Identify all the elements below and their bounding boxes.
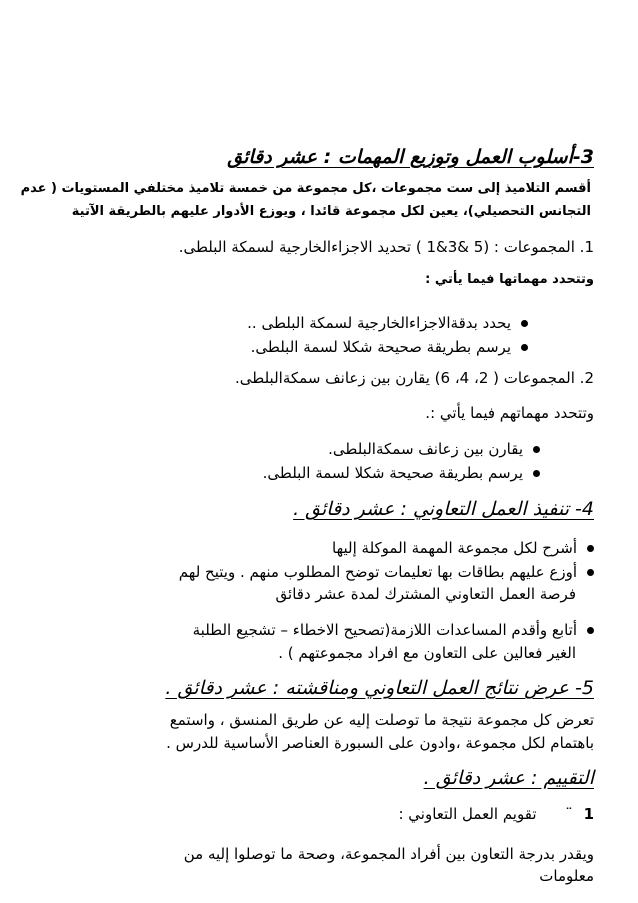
bullet-text: الغير فعالين على التعاون مع افراد مجموعتهم ) .: [278, 644, 576, 662]
bullet-dot: [587, 545, 594, 552]
bullet-text: يرسم بطريقة صحيحة شكلا لسمة البلطى.: [262, 464, 523, 482]
evaluation-item-title: تقويم العمل التعاوني :: [398, 805, 537, 823]
bullet-text: يرسم بطريقة صحيحة شكلا لسمة البلطى.: [250, 338, 511, 356]
bullet-text: أتابع وأقدم المساعدات اللازمة(تصحيح الاخطاء – تشجيع الطلبة: [192, 621, 577, 639]
group1-line: 1. المجموعات : (5 &3&1 ) تحديد الاجزاءالخارجية لسمكة البلطى.: [178, 238, 594, 256]
bullet-dot: [533, 470, 540, 477]
evaluation-item: [40, 805, 594, 824]
bullet-dot: [533, 446, 540, 453]
bullet-dot: [587, 627, 594, 634]
group2-tasks-intro: وتتحدد مهماتهم فيما يأتي :.: [425, 404, 594, 422]
evaluation-heading: التقييم : عشر دقائق .: [423, 767, 594, 789]
evaluation-item-marker: ¨: [565, 805, 573, 823]
group2-bullet: [328, 440, 540, 458]
group1-bullet: [247, 314, 528, 332]
evaluation-line1: ويقدر بدرجة التعاون بين أفراد المجموعة، وصحة ما توصلوا إليه من: [183, 845, 594, 863]
section4-bullet-continuation: [278, 644, 576, 662]
bullet-text: أوزع عليهم بطاقات بها تعليمات توضح المطلوب منهم . ويتيح لهم: [178, 563, 577, 581]
group1-bullet: [251, 338, 528, 356]
bullet-dot: [587, 569, 594, 576]
group2-bullet: [263, 464, 540, 482]
bullet-text: فرصة العمل التعاوني المشترك لمدة عشر دقائق: [275, 585, 576, 603]
section4-bullet: [332, 539, 594, 557]
section5-line2: باهتمام لكل مجموعة ،وادون على السبورة العناصر الأساسية للدرس .: [166, 734, 594, 752]
section4-bullet: [179, 563, 594, 581]
bullet-text: أشرح لكل مجموعة المهمة الموكلة إليها: [332, 539, 577, 557]
evaluation-line2: معلومات: [539, 867, 594, 885]
section3-line2: التجانس التحصيلي)، يعين لكل مجموعة قائدا ، ويوزع الأدوار عليهم بالطريقة الآتية: [71, 204, 591, 219]
bullet-dot: [521, 320, 528, 327]
section3-heading: 3-أسلوب العمل وتوزيع المهمات : عشر دقائق: [227, 146, 594, 168]
section4-heading: 4- تنفيذ العمل التعاوني : عشر دقائق .: [293, 498, 594, 520]
group1-tasks-intro: وتتحدد مهماتها فيما يأتي :: [425, 272, 594, 287]
bullet-text: يحدد بدقةالاجزاءالخارجية لسمكة البلطى ..: [247, 314, 511, 332]
group2-line: 2. المجموعات ( 2، 4، 6) يقارن بين زعانف سمكةالبلطى.: [235, 369, 594, 387]
section4-bullet: [193, 621, 594, 639]
evaluation-item-number: 1: [583, 805, 594, 823]
bullet-text: يقارن بين زعانف سمكةالبلطى.: [328, 440, 523, 458]
bullet-dot: [521, 344, 528, 351]
section5-line1: تعرض كل مجموعة نتيجة ما توصلت إليه عن طريق المنسق ، واستمع: [169, 711, 594, 729]
section5-heading: 5- عرض نتائج العمل التعاوني ومناقشته : عشر دقائق .: [165, 677, 594, 699]
section4-bullet-continuation: [276, 585, 576, 603]
section3-line1: أقسم التلاميذ إلى ست مجموعات ،كل مجموعة من خمسة تلاميذ مختلفي المستويات ( عدم: [20, 181, 591, 196]
